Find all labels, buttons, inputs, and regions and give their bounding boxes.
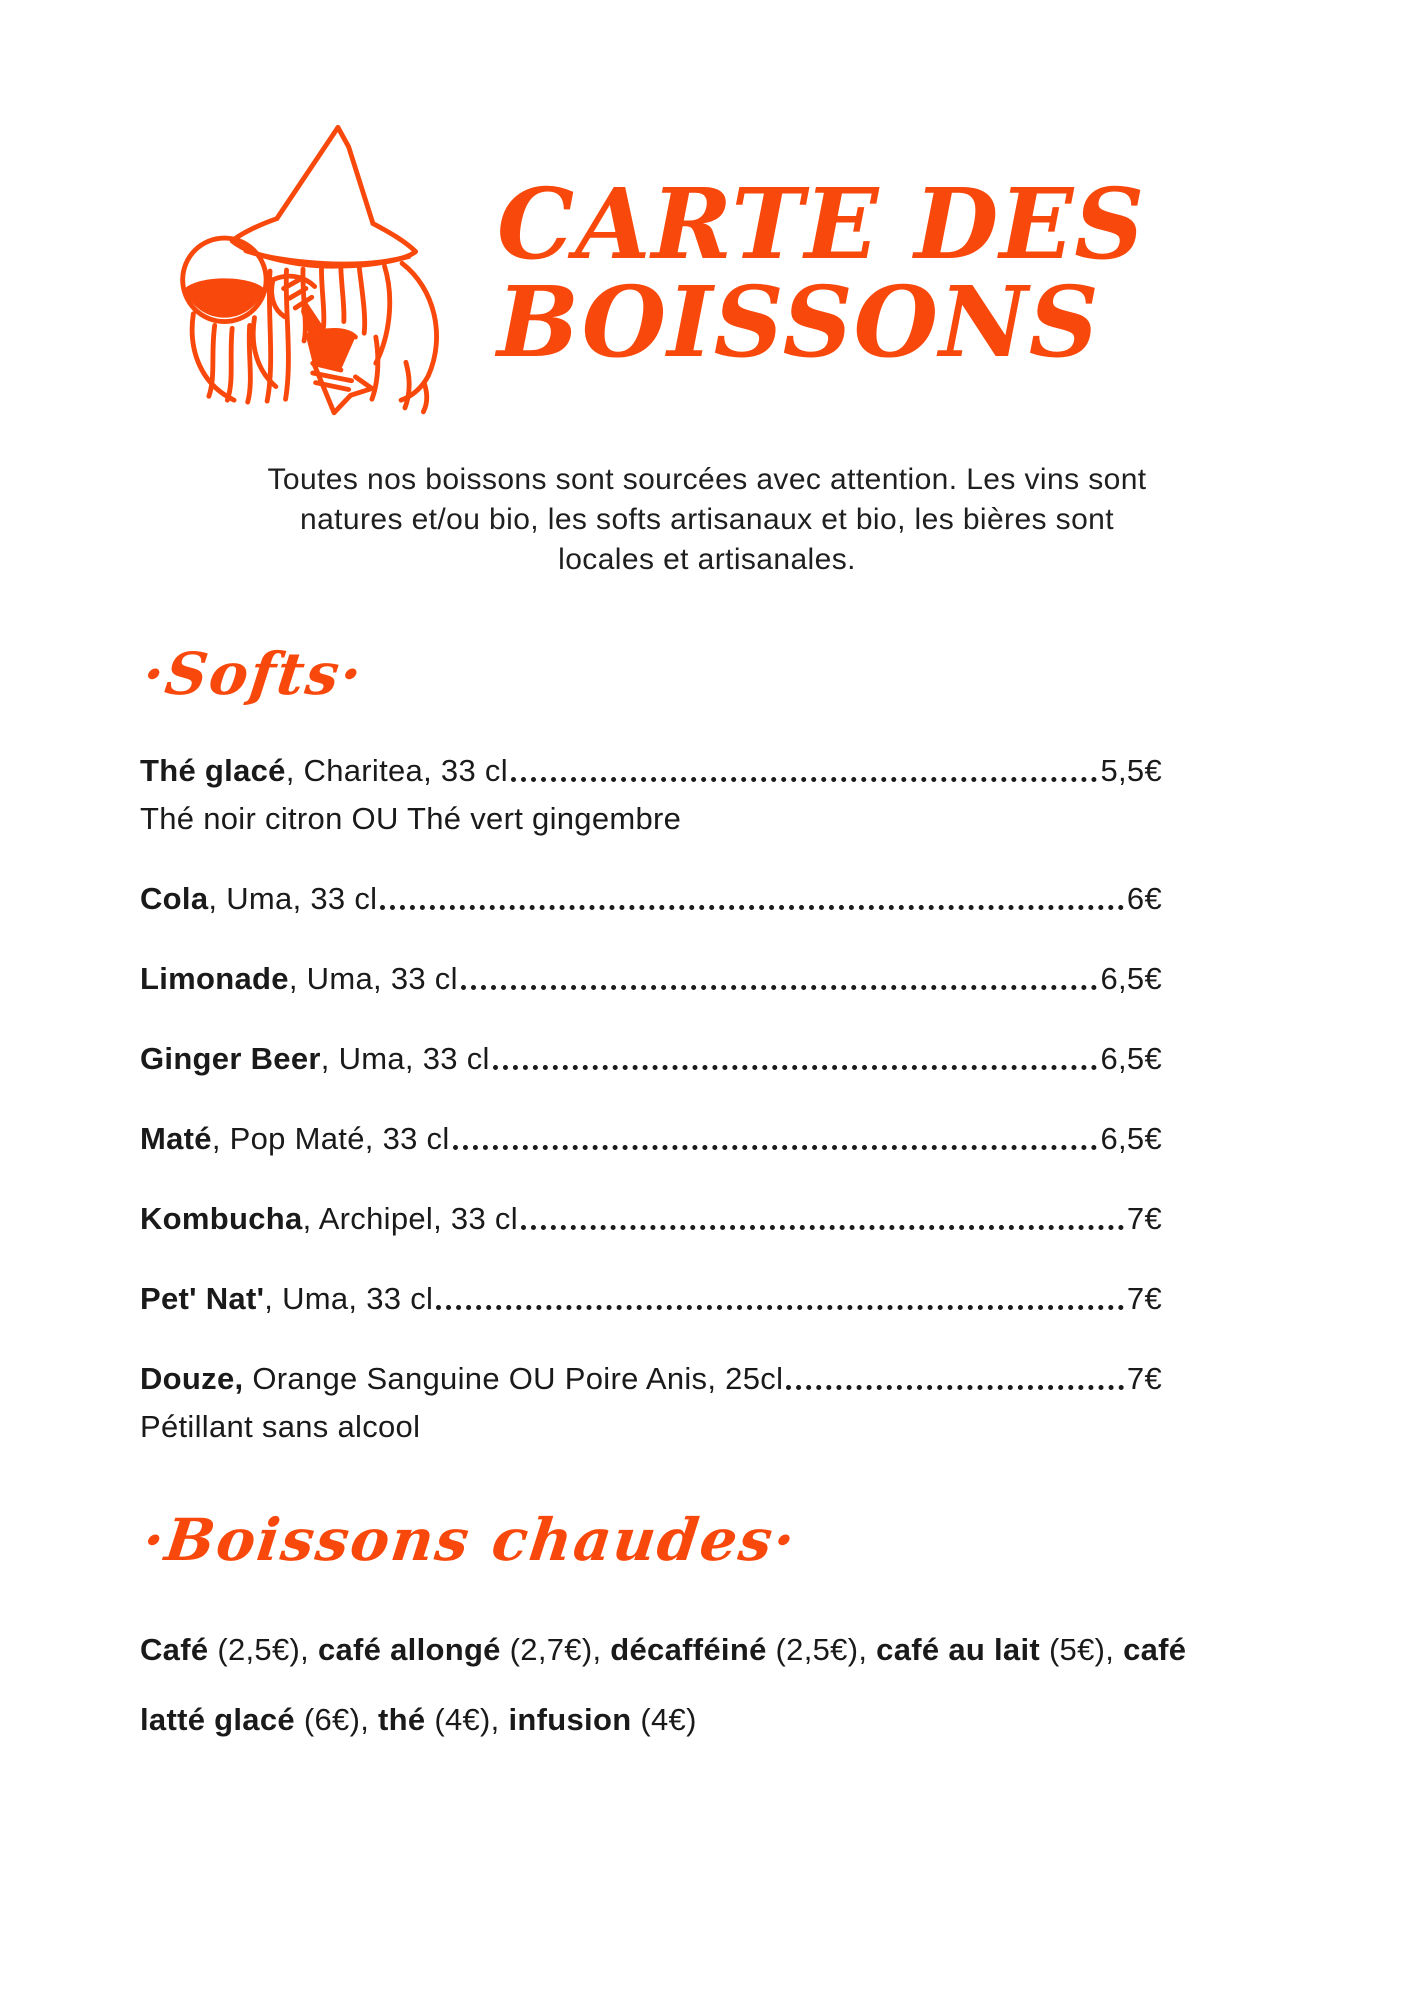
hot-drink-price: (4€) [434,1702,491,1737]
dotted-leader [436,1305,1124,1310]
item-price: 7€ [1126,1201,1162,1236]
dotted-leader [453,1145,1098,1150]
item-price: 7€ [1126,1281,1162,1316]
hot-drink-name: décafféiné [610,1632,767,1667]
item-detail: , Charitea, 33 cl [285,753,508,788]
item-detail: , Archipel, 33 cl [302,1201,518,1236]
hot-drink-price: (5€) [1048,1632,1106,1667]
item-price: 6,5€ [1100,961,1162,996]
dotted-leader [521,1225,1124,1230]
hot-drink-entry [140,1632,318,1667]
menu-item-row [140,1041,1162,1077]
menu-item [140,753,1162,837]
hot-drink-separator: , [858,1632,877,1667]
item-name: Douze, [140,1361,244,1396]
item-text [140,1121,450,1157]
menu-item [140,961,1162,997]
menu-item [140,881,1162,917]
item-name: Pet' Nat' [140,1281,265,1316]
menu-item-row [140,961,1162,997]
item-name: Ginger Beer [140,1041,321,1076]
menu-body [139,640,1187,1755]
item-name: Thé glacé [140,753,286,788]
item-detail: , Uma, 33 cl [320,1041,490,1076]
item-detail: , Uma, 33 cl [288,961,458,996]
page-title [497,167,1146,379]
hot-drink-separator: , [300,1632,318,1667]
section-heading-softs: ·Softs· [139,640,368,708]
item-text [140,1281,433,1317]
hot-drink-entry [318,1632,610,1667]
item-text [140,1041,490,1077]
item-text [140,1201,518,1237]
dotted-leader [461,985,1098,990]
item-note: Thé noir citron OU Thé vert gingembre [140,801,682,836]
menu-item-row [140,1121,1162,1157]
softs-item-list [140,753,1162,1445]
item-text [140,1361,783,1397]
hot-drink-price: (2,5€) [217,1632,301,1667]
dotted-leader [786,1385,1124,1390]
page-title-line1: CARTE DES [497,167,1146,281]
item-detail: , Pop Maté, 33 cl [211,1121,450,1156]
menu-item-row [140,753,1162,789]
hot-drink-name: thé [378,1702,426,1737]
item-detail: , Uma, 33 cl [208,881,378,916]
menu-item [140,1121,1162,1157]
hot-drink-entry [876,1632,1123,1667]
menu-item [140,1041,1162,1077]
hot-drink-price: (4€) [640,1702,697,1737]
hot-drink-entry [610,1632,876,1667]
hot-drink-price: (2,5€) [775,1632,859,1667]
hot-drinks-paragraph [140,1615,1206,1755]
hot-drink-price: (2,7€) [509,1632,593,1667]
hot-drink-name: infusion [508,1702,632,1737]
menu-item-row [140,881,1162,917]
item-name: Maté [140,1121,212,1156]
item-text [140,961,458,997]
page-title-line2: BOISSONS [497,264,1100,379]
menu-item [140,1281,1162,1317]
menu-item-row [140,1361,1162,1397]
item-detail: Orange Sanguine OU Poire Anis, 25cl [243,1361,784,1396]
menu-item-row [140,1201,1162,1237]
item-price: 6,5€ [1100,1041,1162,1076]
hot-drink-entry [509,1702,697,1737]
hot-drink-name: café latté glacé [140,1632,1187,1737]
menu-item [140,1361,1162,1445]
dotted-leader [511,777,1098,782]
dotted-leader [493,1065,1098,1070]
hot-drink-separator: , [592,1632,611,1667]
item-name: Kombucha [140,1201,303,1236]
hot-drink-separator: , [1105,1632,1124,1667]
witch-pouring-drink-icon [158,108,483,438]
hot-drink-name: Café [140,1632,209,1667]
section-heading-hot-drinks: ·Boissons chaudes· [139,1506,801,1574]
dotted-leader [380,905,1124,910]
item-text [140,881,377,917]
hot-drink-entry [378,1702,508,1737]
hot-drink-separator: , [360,1702,379,1737]
item-price: 6€ [1126,881,1162,916]
item-detail: , Uma, 33 cl [264,1281,434,1316]
item-name: Cola [140,881,209,916]
intro-text: Toutes nos boissons sont sourcées avec attention. Les vins sont natures et/ou bio, les softs artisanaux et bio, les bières sont locales et artisanales. [267,463,1147,576]
menu-item-row [140,1281,1162,1317]
item-price: 6,5€ [1100,1121,1162,1156]
item-price: 5,5€ [1100,753,1162,788]
item-note: Pétillant sans alcool [140,1409,421,1444]
hot-drink-separator: , [490,1702,509,1737]
menu-item [140,1201,1162,1237]
hot-drink-price: (6€) [303,1702,361,1737]
item-price: 7€ [1126,1361,1162,1396]
item-name: Limonade [140,961,289,996]
item-text [140,753,508,789]
hot-drink-name: café allongé [317,1632,501,1667]
witch-pouring-drink-illustration [158,108,483,438]
hot-drink-name: café au lait [876,1632,1041,1667]
